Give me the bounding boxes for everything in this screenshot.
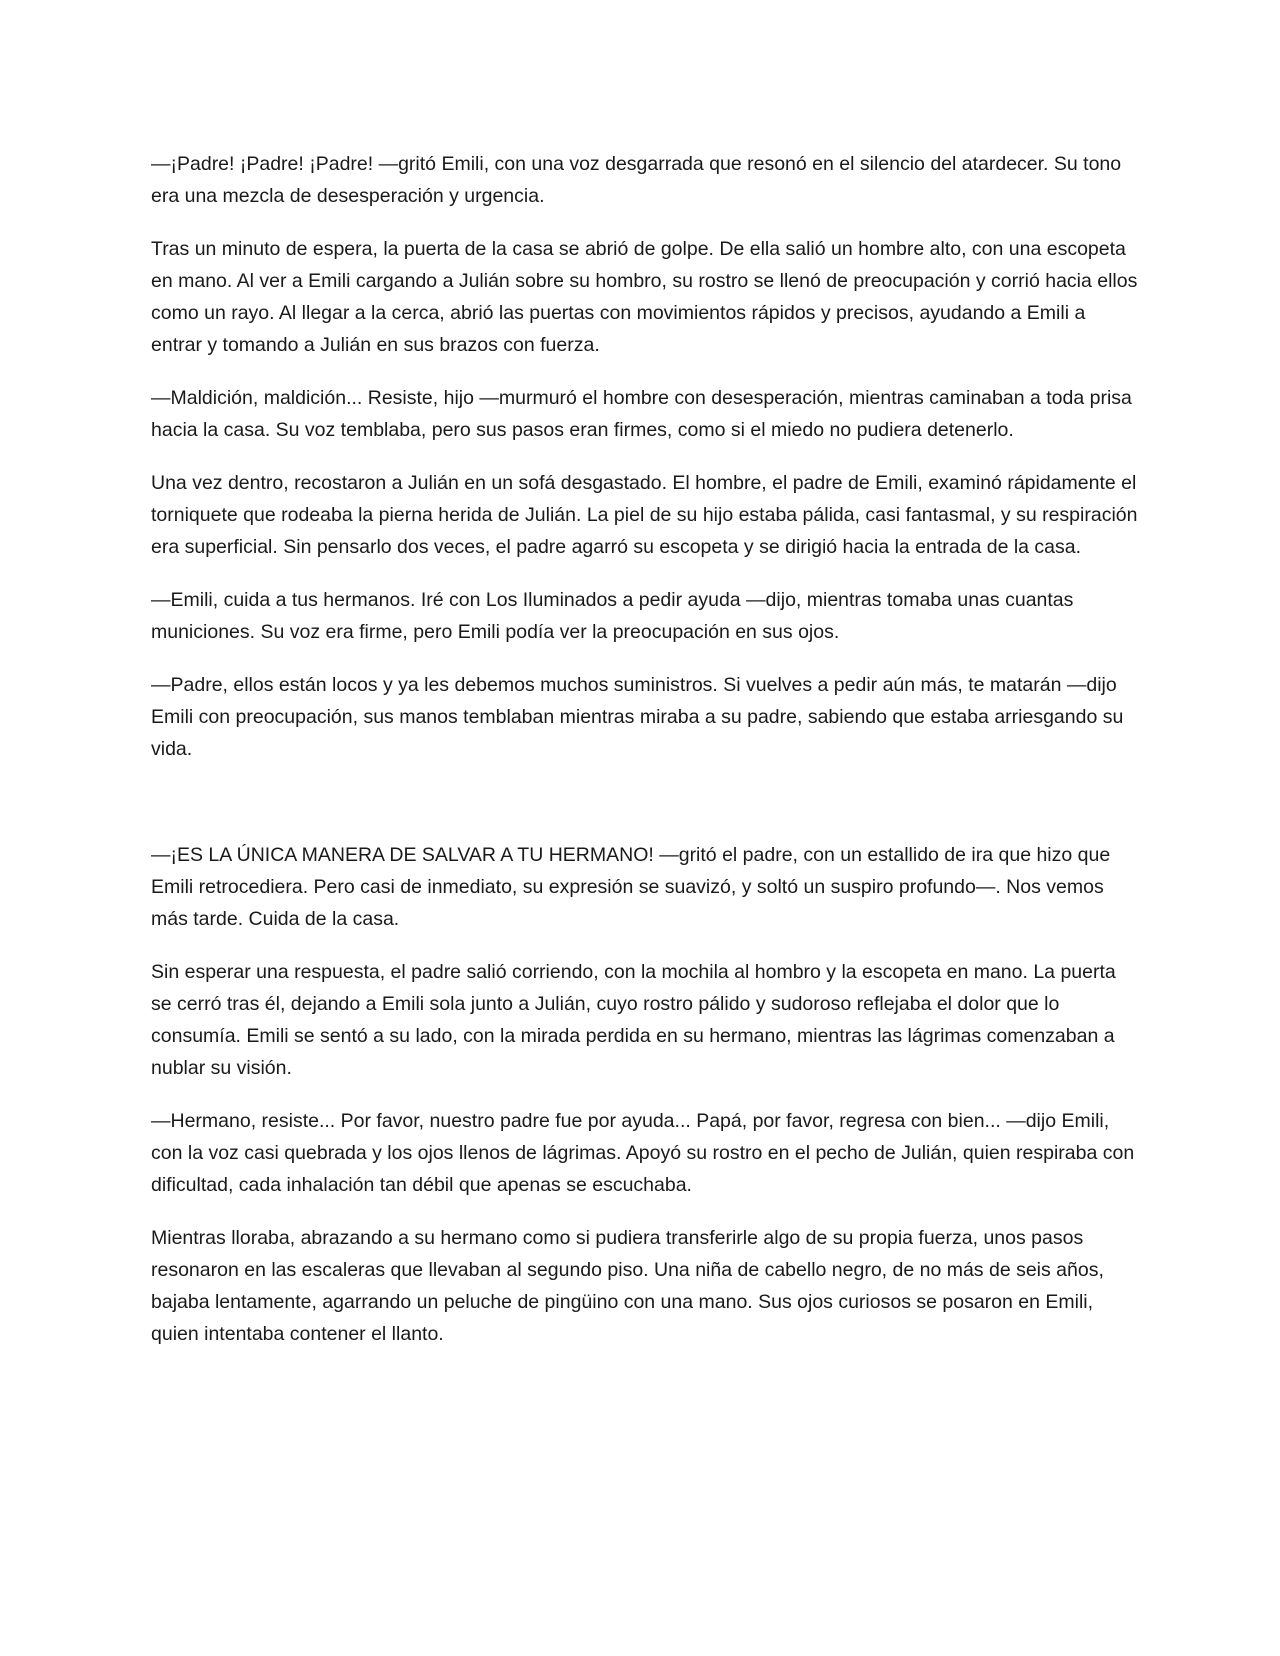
paragraph-6: —Padre, ellos están locos y ya les debemos muchos suministros. Si vuelves a pedir aún más, te matarán —dijo Emili con preocupación, sus manos temblaban mientras miraba a su padre, sabiendo que estaba arriesgando su vida.: [151, 674, 1124, 760]
paragraph-3: —Maldición, maldición... Resiste, hijo —murmuró el hombre con desesperación, mientras caminaban a toda prisa hacia la casa. Su voz temblaba, pero sus pasos eran firmes, como si el miedo no pudiera detenerlo.: [151, 387, 1132, 441]
paragraph-7: —¡ES LA ÚNICA MANERA DE SALVAR A TU HERMANO! —gritó el padre, con un estallido de ira que hizo que Emili retrocediera. Pero casi de inmediato, su expresión se suavizó, y soltó un suspiro profundo—. Nos vemos más tarde. Cuida de la casa.: [151, 844, 1111, 930]
paragraph-8: Sin esperar una respuesta, el padre salió corriendo, con la mochila al hombro y la escopeta en mano. La puerta se cerró tras él, dejando a Emili sola junto a Julián, cuyo rostro pálido y sudoroso reflejaba el dolor que lo consumía. Emili se sentó a su lado, con la mirada perdida en su hermano, mientras las lágrimas comenzaban a nublar su visión.: [151, 961, 1116, 1079]
paragraph-9: —Hermano, resiste... Por favor, nuestro padre fue por ayuda... Papá, por favor, regresa con bien... —dijo Emili, con la voz casi quebrada y los ojos llenos de lágrimas. Apoyó su rostro en el pecho de Julián, quien respiraba con dificultad, cada inhalación tan débil que apenas se escuchaba.: [151, 1110, 1135, 1196]
paragraph-1: —¡Padre! ¡Padre! ¡Padre! —gritó Emili, con una voz desgarrada que resonó en el silencio del atardecer. Su tono era una mezcla de desesperación y urgencia.: [151, 153, 1122, 207]
document-body: [151, 148, 1141, 1371]
paragraph-10: Mientras lloraba, abrazando a su hermano como si pudiera transferirle algo de su propia fuerza, unos pasos resonaron en las escaleras que llevaban al segundo piso. Una niña de cabello negro, de no más de seis años, bajaba lentamente, agarrando un peluche de pingüino con una mano. Sus ojos curiosos se posaron en Emili, quien intentaba contener el llanto.: [151, 1227, 1104, 1345]
paragraph-2: Tras un minuto de espera, la puerta de la casa se abrió de golpe. De ella salió un hombre alto, con una escopeta en mano. Al ver a Emili cargando a Julián sobre su hombro, su rostro se llenó de preocupación y corrió hacia ellos como un rayo. Al llegar a la cerca, abrió las puertas con movimientos rápidos y precisos, ayudando a Emili a entrar y tomando a Julián en sus brazos con fuerza.: [151, 238, 1138, 356]
paragraph-5: —Emili, cuida a tus hermanos. Iré con Los Iluminados a pedir ayuda —dijo, mientras tomaba unas cuantas municiones. Su voz era firme, pero Emili podía ver la preocupación en sus ojos.: [151, 589, 1074, 643]
paragraph-4: Una vez dentro, recostaron a Julián en un sofá desgastado. El hombre, el padre de Emili, examinó rápidamente el torniquete que rodeaba la pierna herida de Julián. La piel de su hijo estaba pálida, casi fantasmal, y su respiración era superficial. Sin pensarlo dos veces, el padre agarró su escopeta y se dirigió hacia la entrada de la casa.: [151, 472, 1138, 558]
